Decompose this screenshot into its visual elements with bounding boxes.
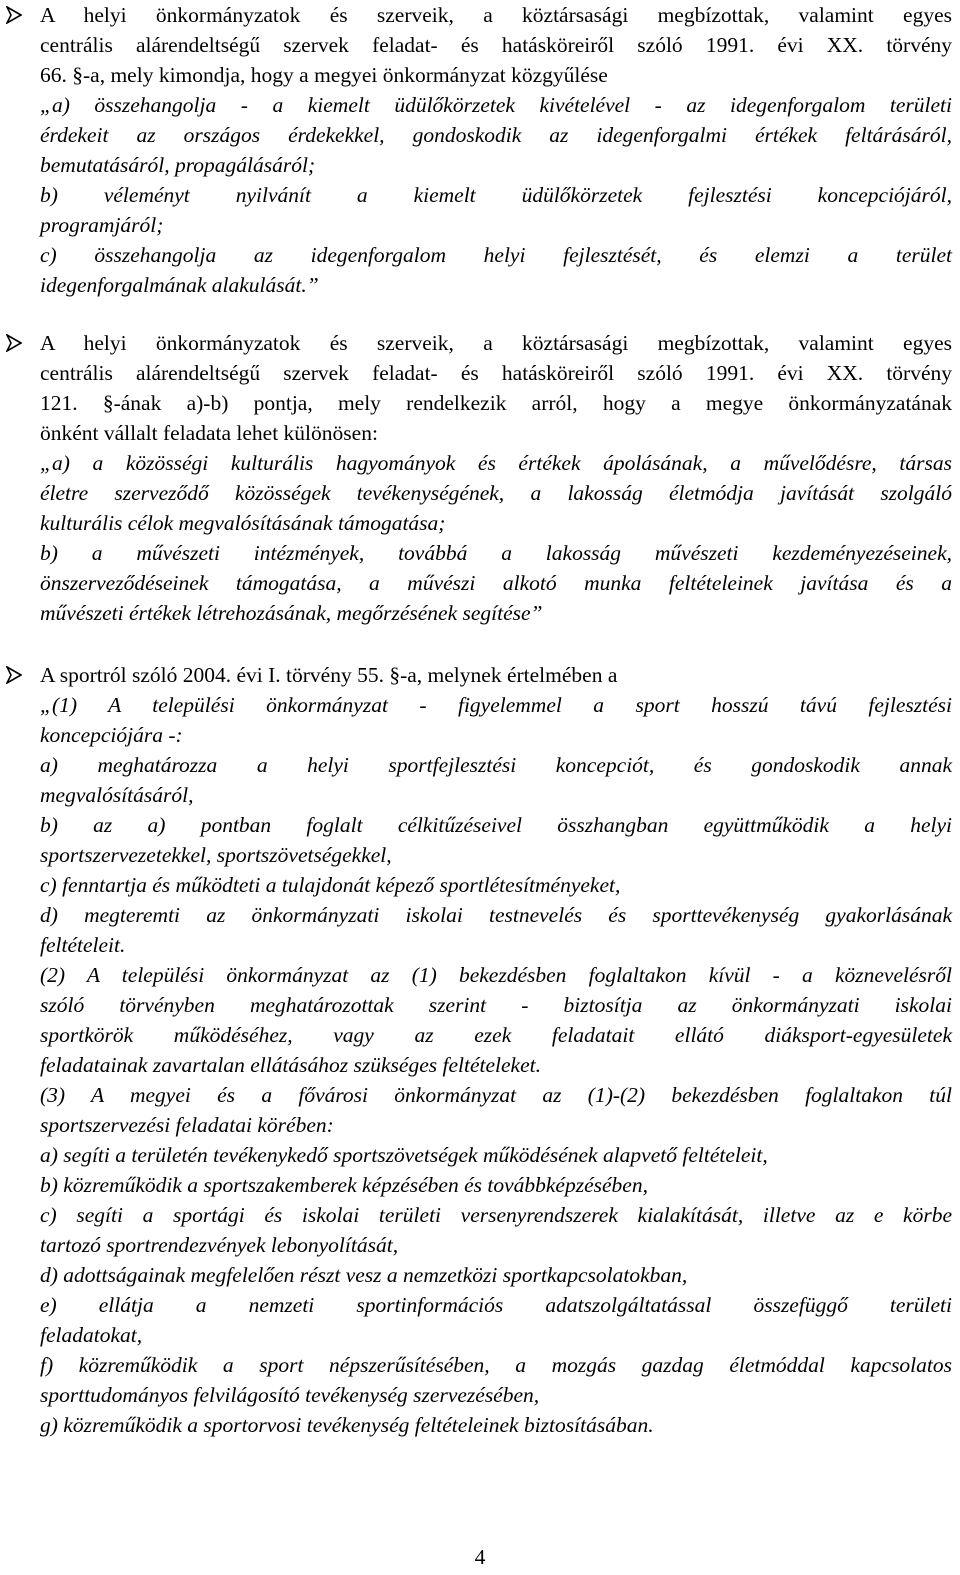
section-1-quote-line: b) véleményt nyilvánít a kiemelt üdülőkörzetek fejlesztési koncepciójáról,: [40, 183, 952, 207]
section-3-quote-line: c) fenntartja és működteti a tulajdonát képező sportlétesítményeket,: [40, 873, 621, 897]
section-3-quote-line: „(1) A települési önkormányzat - figyelemmel a sport hosszú távú fejlesztési: [40, 693, 952, 717]
bullet-section-2: [40, 328, 952, 628]
section-1-intro-line-2: centrális alárendeltségű szervek feladat- és hatásköreiről szóló 1991. évi XX. törvény: [40, 33, 952, 57]
page-number: 4: [474, 1545, 486, 1569]
section-1-quote-line: idegenforgalmának alakulását.”: [40, 273, 319, 297]
section-1-quote-line: bemutatásáról, propagálásáról;: [40, 153, 316, 177]
section-1-quote-line: érdekeit az országos érdekekkel, gondoskodik az idegenforgalmi értékek feltárásáról,: [40, 123, 952, 147]
section-3-quote-line: (2) A települési önkormányzat az (1) bekezdésben foglaltakon kívül - a köznevelésről: [40, 963, 952, 987]
section-3-quote-line: feladatokat,: [40, 1323, 143, 1347]
section-3-quote-line: b) az a) pontban foglalt célkitűzéseivel összhangban együttműködik a helyi: [40, 813, 952, 837]
section-1-intro-line-3: 66. §-a, mely kimondja, hogy a megyei önkormányzat közgyűlése: [40, 63, 608, 87]
bullet-section-3: [40, 660, 952, 1440]
section-1-quote-line: „a) összehangolja - a kiemelt üdülőkörzetek kivételével - az idegenforgalom területi: [40, 93, 952, 117]
section-1-quote-line: programjáról;: [40, 213, 164, 237]
section-2-quote-line: önszerveződéseinek támogatása, a művészi alkotó munka feltételeinek javítása és a: [40, 571, 952, 595]
section-3-quote-line: a) segíti a területén tevékenykedő sportszövetségek működésének alapvető feltételeit,: [40, 1143, 768, 1167]
section-3-quote-line: e) ellátja a nemzeti sportinformációs adatszolgáltatással összefüggő területi: [40, 1293, 952, 1317]
section-1-intro-line-1: A helyi önkormányzatok és szerveik, a köztársasági megbízottak, valamint egyes: [40, 3, 952, 27]
section-3-quote-line: szóló törvényben meghatározottak szerint - biztosítja az önkormányzati iskolai: [40, 993, 952, 1017]
section-3-quote-line: sportkörök működéséhez, vagy az ezek feladatait ellátó diáksport-egyesületek: [40, 1023, 952, 1047]
bullet-section-1: [40, 0, 952, 300]
section-3-quote-line: feltételeit.: [40, 933, 126, 957]
section-2-quote-line: „a) a közösségi kulturális hagyományok és értékek ápolásának, a művelődésre, társas: [40, 451, 952, 475]
section-2-quote-line: életre szerveződő közösségek tevékenységének, a lakosság életmódja javítását szolgáló: [40, 481, 952, 505]
arrowhead-bullet-icon: [3, 660, 25, 690]
section-3-quote-line: f) közreműködik a sport népszerűsítésében, a mozgás gazdag életmóddal kapcsolatos: [40, 1353, 952, 1377]
section-3-quote-line: g) közreműködik a sportorvosi tevékenység feltételeinek biztosításában.: [40, 1413, 654, 1437]
arrowhead-bullet-icon: [3, 0, 25, 30]
section-1-quote-line: c) összehangolja az idegenforgalom helyi fejlesztését, és elemzi a terület: [40, 243, 952, 267]
section-3-quote-line: (3) A megyei és a fővárosi önkormányzat az (1)-(2) bekezdésben foglaltakon túl: [40, 1083, 952, 1107]
section-2-intro-line-3: 121. §-ának a)-b) pontja, mely rendelkezik arról, hogy a megye önkormányzatának: [40, 391, 952, 415]
section-3-quote-line: megvalósításáról,: [40, 783, 194, 807]
section-2-quote-line: b) a művészeti intézmények, továbbá a lakosság művészeti kezdeményezéseinek,: [40, 541, 952, 565]
section-3-quote-line: d) megteremti az önkormányzati iskolai testnevelés és sporttevékenység gyakorlásának: [40, 903, 952, 927]
section-2-intro-line-1: A helyi önkormányzatok és szerveik, a köztársasági megbízottak, valamint egyes: [40, 331, 952, 355]
section-3-quote-line: sportszervezési feladatai körében:: [40, 1113, 334, 1137]
section-2-intro-line-2: centrális alárendeltségű szervek feladat- és hatásköreiről szóló 1991. évi XX. törvény: [40, 361, 952, 385]
section-3-intro-line-1: A sportról szóló 2004. évi I. törvény 55. §-a, melynek értelmében a: [40, 663, 618, 687]
section-3-quote-line: tartozó sportrendezvények lebonyolítását,: [40, 1233, 399, 1257]
section-3-quote-line: b) közreműködik a sportszakemberek képzésében és továbbképzésében,: [40, 1173, 648, 1197]
section-3-quote-line: koncepciójára -:: [40, 723, 183, 747]
section-2-quote-line: kulturális célok megvalósításának támogatása;: [40, 511, 446, 535]
section-3-quote-line: sportszervezetekkel, sportszövetségekkel,: [40, 843, 392, 867]
section-2-intro-line-4: önként vállalt feladata lehet különösen:: [40, 421, 378, 445]
section-3-quote-line: a) meghatározza a helyi sportfejlesztési koncepciót, és gondoskodik annak: [40, 753, 952, 777]
section-3-quote-line: feladatainak zavartalan ellátásához szükséges feltételeket.: [40, 1053, 541, 1077]
arrowhead-bullet-icon: [3, 328, 25, 358]
section-3-quote-line: d) adottságainak megfelelően részt vesz a nemzetközi sportkapcsolatokban,: [40, 1263, 688, 1287]
section-3-quote-line: c) segíti a sportági és iskolai területi versenyrendszerek kialakítását, illetve az e körbe: [40, 1203, 952, 1227]
section-2-quote-line: művészeti értékek létrehozásának, megőrzésének segítése”: [40, 601, 543, 625]
section-3-quote-line: sporttudományos felvilágosító tevékenység szervezésében,: [40, 1383, 540, 1407]
